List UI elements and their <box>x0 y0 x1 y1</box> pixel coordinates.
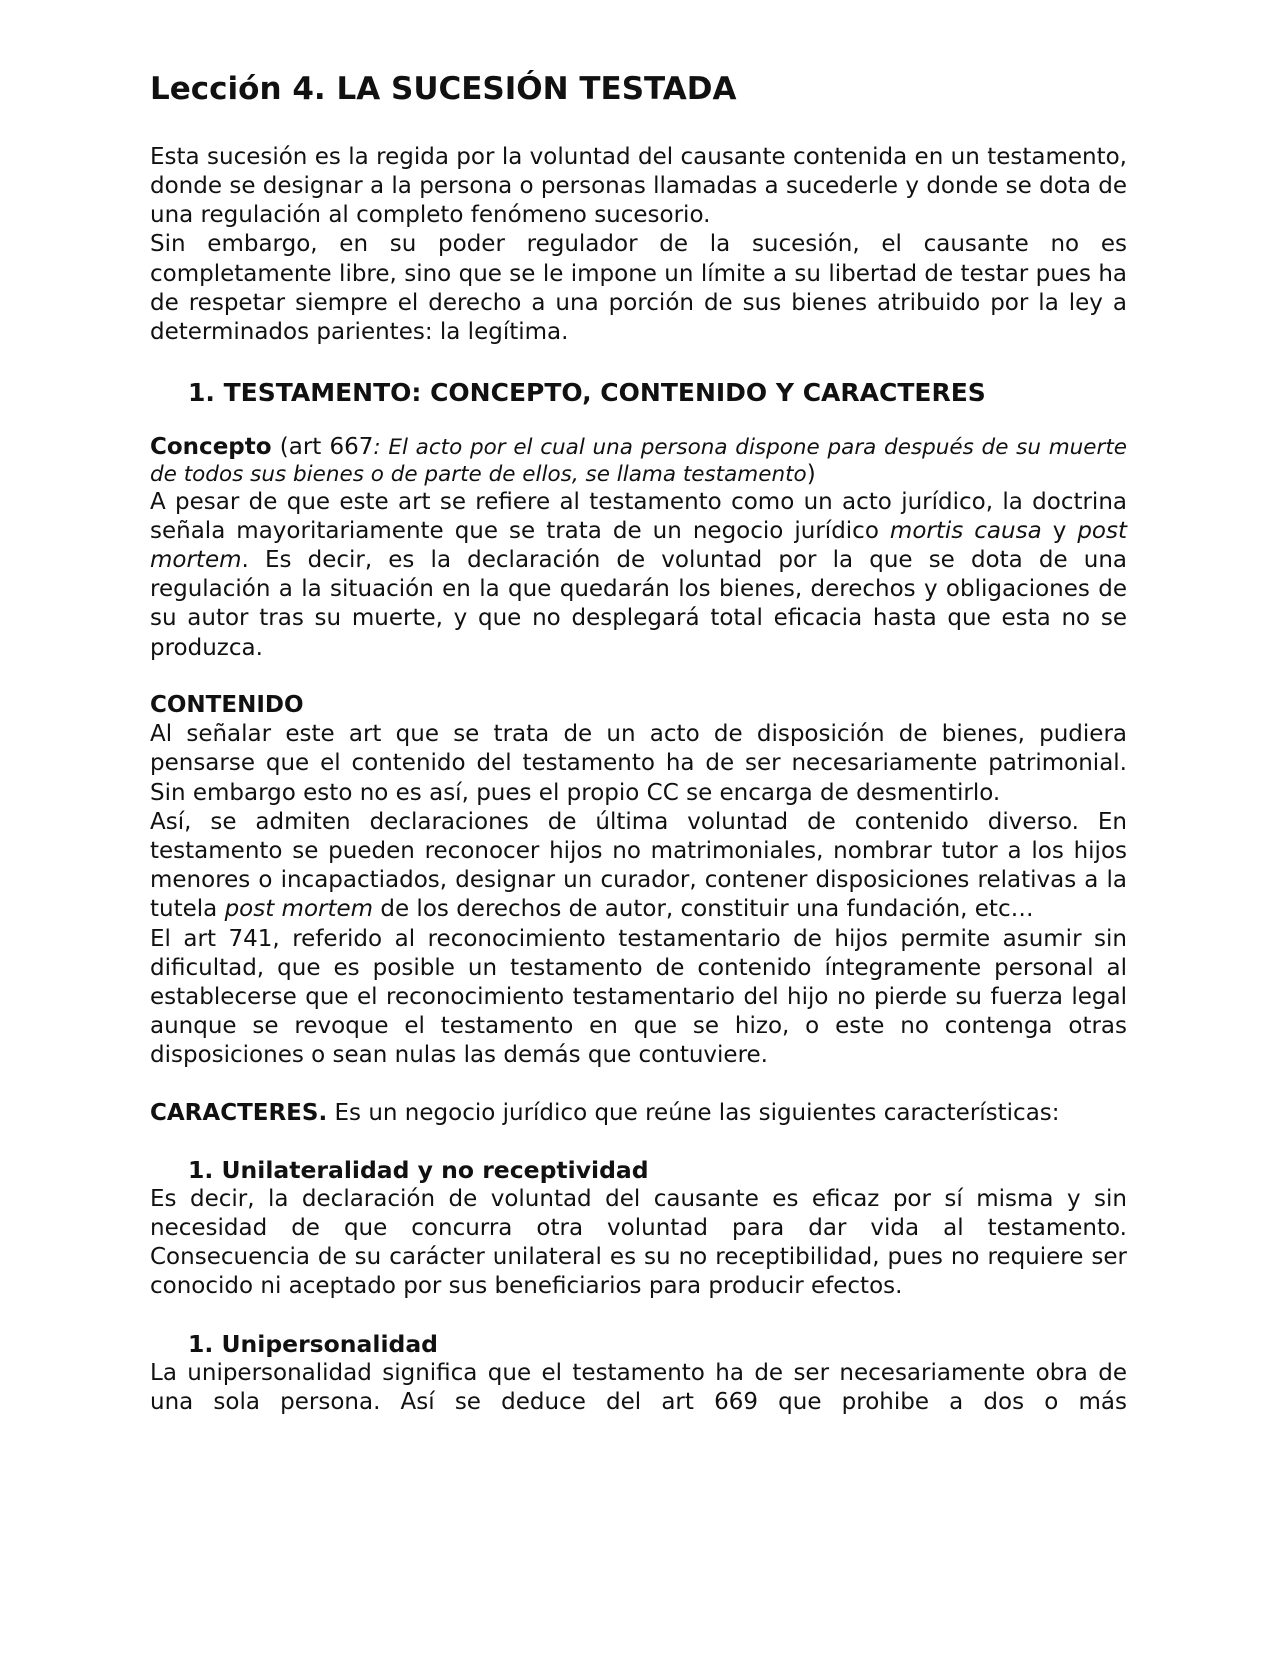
caracteres-label: CARACTERES. <box>150 1099 328 1126</box>
contenido-label: CONTENIDO <box>150 691 304 718</box>
contenido-text-b: de los derechos de autor, constituir una fundación, etc… <box>373 896 1034 923</box>
concepto-art-ref: (art 667 <box>271 433 374 460</box>
concepto-text-c: . Es decir, es la declaración de voluntad por la que se dota de una regulación a la situación en la que quedarán los bienes, derechos y obligaciones de su autor tras su muerte, y que no desplegará total eficacia hasta que esta no se produzca. <box>150 547 1127 661</box>
intro-paragraph-2: Sin embargo, en su poder regulador de la sucesión, el causante no es completamente libre, sino que se le impone un límite a su libertad de testar pues ha de respetar siempre el derecho a una porción de sus bienes atribuido por la ley a determinados parientes: la legítima. <box>150 231 1127 345</box>
contenido-paragraph-1: Al señalar este art que se trata de un acto de disposición de bienes, pudiera pensarse que el contenido del testamento ha de ser necesariamente patrimonial. Sin embargo esto no es así, pues el propio CC se encarga de desmentirlo. <box>150 721 1127 806</box>
item-heading-unipersonalidad: 1. Unipersonalidad <box>188 1329 439 1358</box>
contenido-text-a: Así, se admiten declaraciones de última voluntad de contenido diverso. En testamento se pueden reconocer hijos no matrimoniales, nombrar tutor a los hijos menores o incapactiados, designar un curador, contener disposiciones relativas a la tutela <box>150 808 1127 923</box>
contenido-italic-post-mortem: post mortem <box>224 896 374 923</box>
concepto-section <box>150 434 1127 663</box>
intro-section <box>150 143 1127 347</box>
concepto-paragraph <box>150 488 1127 663</box>
item-heading-unilateralidad: 1. Unilateralidad y no receptividad <box>188 1155 649 1184</box>
concepto-text-b: y <box>1041 517 1078 544</box>
item-text-unilateralidad: Es decir, la declaración de voluntad del causante es eficaz por sí misma y sin necesidad de que concurra otra voluntad para dar vida al testamento. Consecuencia de su carácter unilateral es su no receptibilidad, pues no requiere ser conocido ni aceptado por sus beneficiarios para producir efectos. <box>150 1185 1127 1300</box>
caracteres-section <box>150 1099 1127 1128</box>
concepto-italic-mortis-causa: mortis causa <box>889 517 1042 544</box>
item-text-unipersonalidad: La unipersonalidad significa que el testamento ha de ser necesariamente obra de una sola persona. Así se deduce del art 669 que prohibe a dos o más <box>150 1359 1127 1415</box>
document-page <box>150 70 1127 1417</box>
concepto-quote: El acto por el cual una persona dispone para después de su muerte de todos sus bienes o de parte de ellos, se llama testamento <box>150 434 1127 487</box>
contenido-paragraph-2 <box>150 808 1127 925</box>
concepto-italic-post-mortem: post mortem <box>150 517 1128 574</box>
concepto-label: Concepto <box>150 433 272 460</box>
concepto-colon: : <box>373 434 389 460</box>
caracteres-intro <box>150 1099 1127 1128</box>
section-heading-testamento: 1. TESTAMENTO: CONCEPTO, CONTENIDO Y CARACTERES <box>188 378 986 408</box>
intro-paragraph-1: Esta sucesión es la regida por la voluntad del causante contenida en un testamento, donde se designar a la persona o personas llamadas a sucederle y donde se dota de una regulación al completo fenómeno sucesorio. <box>150 143 1127 229</box>
concepto-text-a: A pesar de que este art se refiere al testamento como un acto jurídico, la doctrina señala mayoritariamente que se trata de un negocio jurídico <box>150 488 1127 544</box>
list-item <box>150 1156 1127 1302</box>
page-title: Lección 4. LA SUCESIÓN TESTADA <box>150 71 737 107</box>
list-item <box>150 1330 1127 1417</box>
concepto-definition <box>150 434 1127 488</box>
concepto-close: ) <box>806 460 816 487</box>
caracteres-text: Es un negocio jurídico que reúne las siguientes características: <box>327 1099 1060 1126</box>
contenido-section <box>150 691 1127 1071</box>
contenido-paragraph-3: El art 741, referido al reconocimiento testamentario de hijos permite asumir sin dificultad, que es posible un testamento de contenido íntegramente personal al establecerse que el reconocimiento testamentario del hijo no pierde su fuerza legal aunque se revoque el testamento en que se hizo, o este no contenga otras disposiciones o sean nulas las demás que contuviere. <box>150 925 1127 1069</box>
